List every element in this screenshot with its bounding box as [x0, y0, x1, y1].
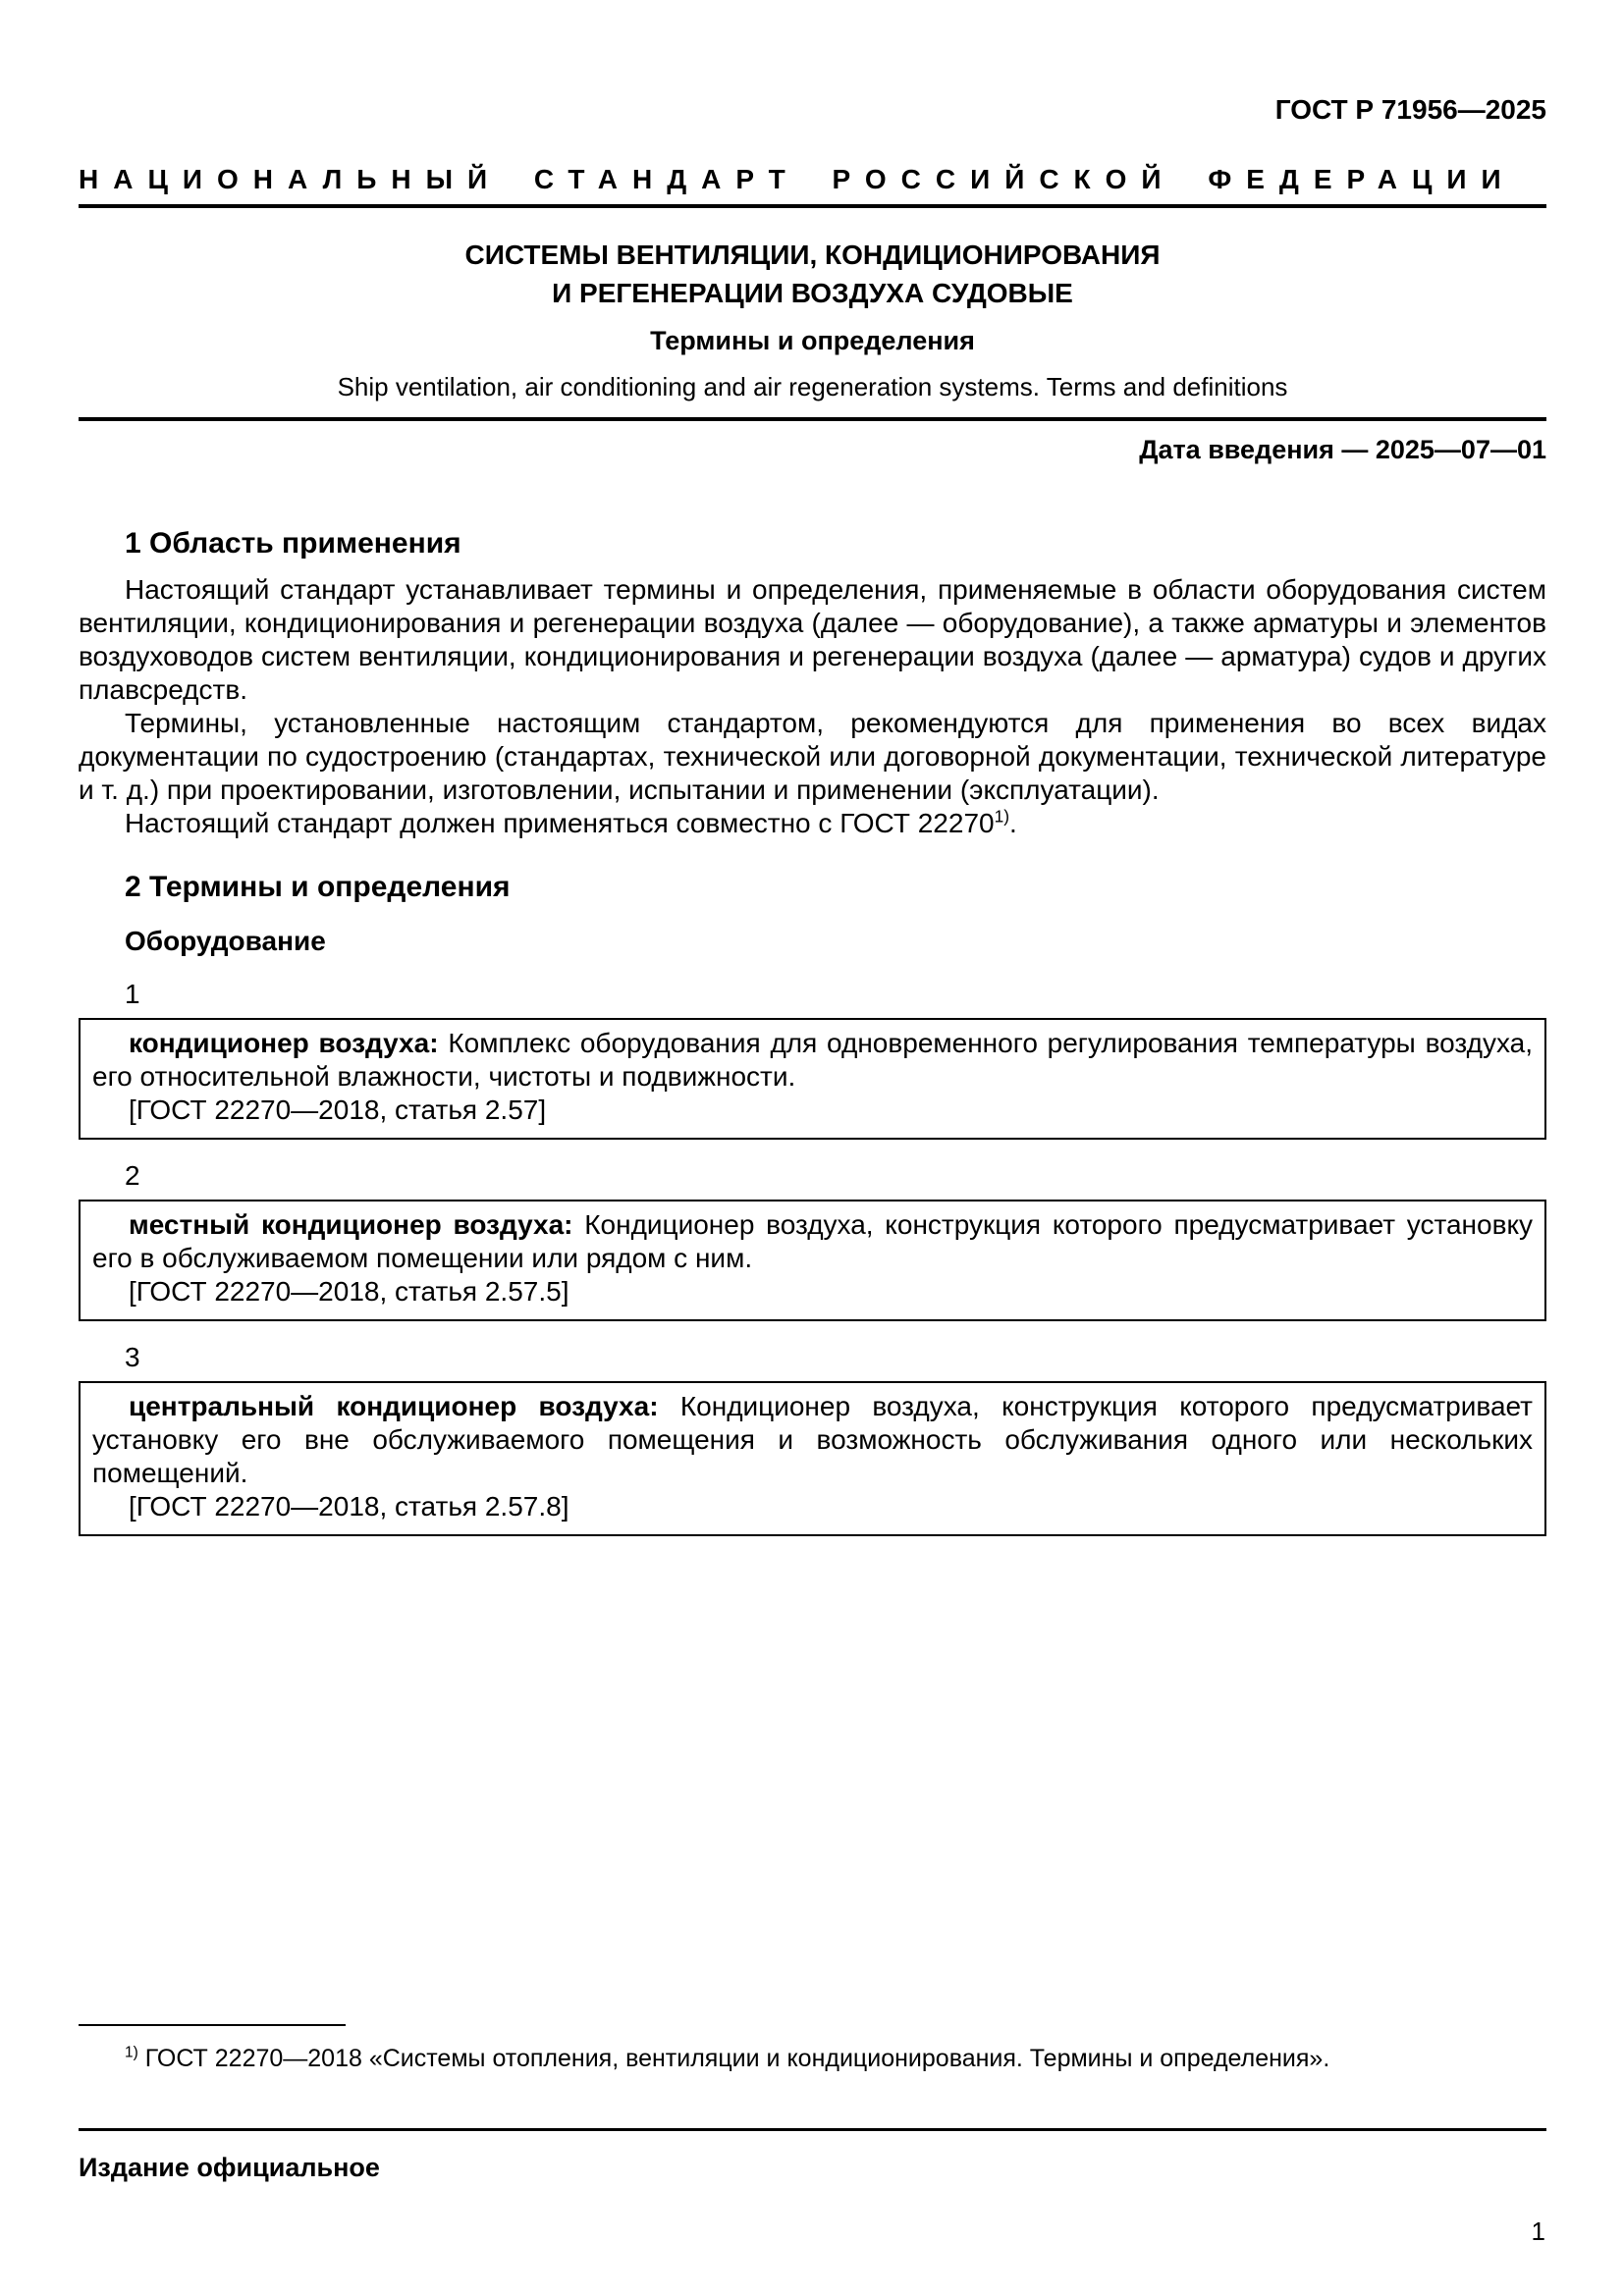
document-title-english: Ship ventilation, air conditioning and air regeneration systems. Terms and definitions — [337, 372, 1288, 401]
document-subtitle: Термины и определения — [650, 326, 975, 355]
term-number-2: 2 — [125, 1160, 140, 1191]
terms-subheading: Оборудование — [125, 926, 326, 956]
term-source: [ГОСТ 22270—2018, статья 2.57.5] — [129, 1276, 569, 1307]
term-source: [ГОСТ 22270—2018, статья 2.57.8] — [129, 1491, 569, 1522]
footnote-separator — [79, 2024, 346, 2026]
page-number: 1 — [1531, 2216, 1545, 2246]
term-name: местный кондиционер воздуха: — [129, 1209, 573, 1240]
term-name: центральный кондиционер воздуха: — [129, 1391, 659, 1421]
term-number-3: 3 — [125, 1342, 140, 1372]
term-entry — [92, 1390, 1533, 1490]
national-standard-heading: НАЦИОНАЛЬНЫЙ СТАНДАРТ РОССИЙСКОЙ ФЕДЕРАЦИИ — [79, 164, 1516, 194]
footer-rule — [79, 2128, 1546, 2131]
scope-paragraph-2: Термины, установленные настоящим стандартом, рекомендуются для применения во всех видах документации по судостроению (стандартах, технической или договорной документации, технической литературе и т. д.) при проектировании, изготовлении, испытании и применении (эксплуатации). — [79, 708, 1546, 805]
header-rule — [79, 204, 1546, 208]
footnote-reference: 1) — [994, 806, 1010, 827]
scope-paragraph-3 — [79, 807, 1546, 840]
scope-paragraph-1: Настоящий стандарт устанавливает термины и определения, применяемые в области оборудования систем вентиляции, кондиционирования и регенерации воздуха (далее — оборудование), а также арматуры и элементов воздуховодов систем вентиляции, кондиционирования и регенерации воздуха (далее — арматура) судов и других плавсредств. — [79, 574, 1546, 705]
document-title-line1: СИСТЕМЫ ВЕНТИЛЯЦИИ, КОНДИЦИОНИРОВАНИЯ — [464, 240, 1161, 270]
scope-text — [79, 573, 1546, 840]
section-2-heading: 2 Термины и определения — [125, 871, 511, 903]
edition-label: Издание официальное — [79, 2153, 380, 2182]
term-entry — [92, 1208, 1533, 1275]
term-name: кондиционер воздуха: — [129, 1028, 439, 1058]
term-box-1 — [79, 1018, 1546, 1140]
term-definition: Комплекс оборудования для одновременного регулирования температуры воздуха, его относительной влажности, чистоты и подвижности. — [92, 1028, 1533, 1092]
document-title-line2: И РЕГЕНЕРАЦИИ ВОЗДУХА СУДОВЫЕ — [552, 278, 1073, 308]
term-source: [ГОСТ 22270—2018, статья 2.57] — [129, 1095, 547, 1125]
scope-paragraph-3-end: . — [1009, 808, 1017, 838]
term-number-1: 1 — [125, 979, 140, 1009]
footnote-text: ГОСТ 22270—2018 «Системы отопления, вентиляции и кондиционирования. Термины и определения». — [137, 2045, 1330, 2072]
footnote — [79, 2044, 1546, 2074]
term-box-3 — [79, 1381, 1546, 1536]
term-definition: Кондиционер воздуха, конструкция которого предусматривает установку его в обслуживаемом помещении или рядом с ним. — [92, 1209, 1534, 1273]
term-definition: Кондиционер воздуха, конструкция которого предусматривает установку его вне обслуживаемого помещения и возможность обслуживания одного или нескольких помещений. — [92, 1391, 1533, 1488]
document-title — [79, 236, 1546, 312]
footnote-marker: 1) — [125, 2044, 138, 2061]
section-1-heading: 1 Область применения — [125, 527, 461, 560]
doc-code: ГОСТ Р 71956—2025 — [1274, 94, 1546, 125]
scope-paragraph-3-text: Настоящий стандарт должен применяться совместно с ГОСТ 22270 — [125, 808, 995, 838]
effective-date: Дата введения — 2025—07—01 — [1139, 435, 1546, 464]
title-rule — [79, 417, 1546, 421]
term-box-2 — [79, 1200, 1546, 1321]
term-entry — [92, 1027, 1533, 1094]
